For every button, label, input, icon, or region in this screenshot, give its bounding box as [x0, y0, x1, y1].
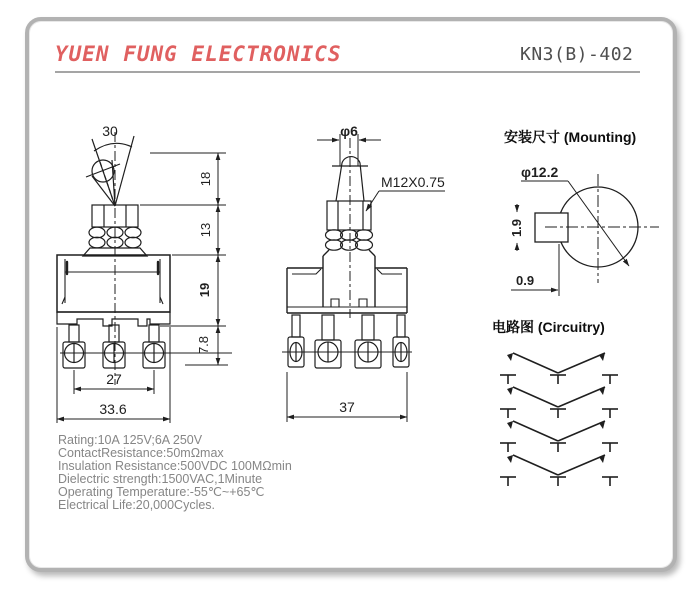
- spec-rating: Rating:10A 125V;6A 250V: [58, 433, 203, 447]
- terminals-front: [282, 315, 412, 368]
- switch-body-side: [57, 255, 170, 326]
- dim-label-18: 18: [198, 171, 213, 187]
- switch-symbol-pole-3: [500, 421, 618, 452]
- switch-symbol-pole-4: [500, 455, 618, 486]
- mounting-section-title: 安装尺寸 (Mounting): [504, 129, 637, 145]
- dim-label-27: 27: [106, 371, 122, 387]
- dim-label-37: 37: [339, 399, 355, 415]
- thread-spec-label: M12X0.75: [381, 174, 445, 190]
- dim-label-13: 13: [198, 222, 213, 238]
- dim-label-angle: 30: [102, 123, 118, 139]
- company-logo-text: YUEN FUNG ELECTRONICS: [55, 42, 342, 66]
- switch-body-front: [287, 250, 407, 313]
- mounting-hole-drawing: [509, 164, 659, 296]
- spec-contact-resistance: ContactResistance:50mΩmax: [58, 446, 224, 460]
- dim-label-19: 19: [197, 282, 212, 298]
- front-view-drawing: [282, 123, 445, 422]
- dim-label-0-9: 0.9: [516, 273, 535, 288]
- dim-label-33-6: 33.6: [99, 401, 127, 417]
- locking-rings-front: [326, 230, 373, 250]
- dim-label-lever-dia: φ6: [340, 123, 358, 139]
- part-number: KN3(B)-402: [520, 44, 634, 65]
- dim-label-1-9: 1.9: [509, 218, 524, 238]
- switch-symbol-pole-1: [500, 353, 618, 384]
- threaded-bushing-front: [327, 201, 371, 230]
- switch-symbol-pole-2: [500, 387, 618, 418]
- thread-callout: [366, 191, 445, 211]
- spec-operating-temperature: Operating Temperature:-55℃~+65℃: [58, 485, 265, 499]
- side-view-drawing: [57, 123, 232, 423]
- spec-insulation-resistance: Insulation Resistance:500VDC 100MΩmin: [58, 459, 292, 473]
- circuitry-section-title: 电路图 (Circuitry): [492, 319, 605, 335]
- spec-electrical-life: Electrical Life:20,000Cycles.: [58, 498, 216, 512]
- dim-label-7-8: 7.8: [196, 335, 211, 355]
- spec-dielectric-strength: Dielectric strength:1500VAC,1Minute: [58, 472, 263, 486]
- circuitry-diagram: [500, 353, 618, 486]
- dim-label-hole-dia: φ12.2: [521, 164, 559, 180]
